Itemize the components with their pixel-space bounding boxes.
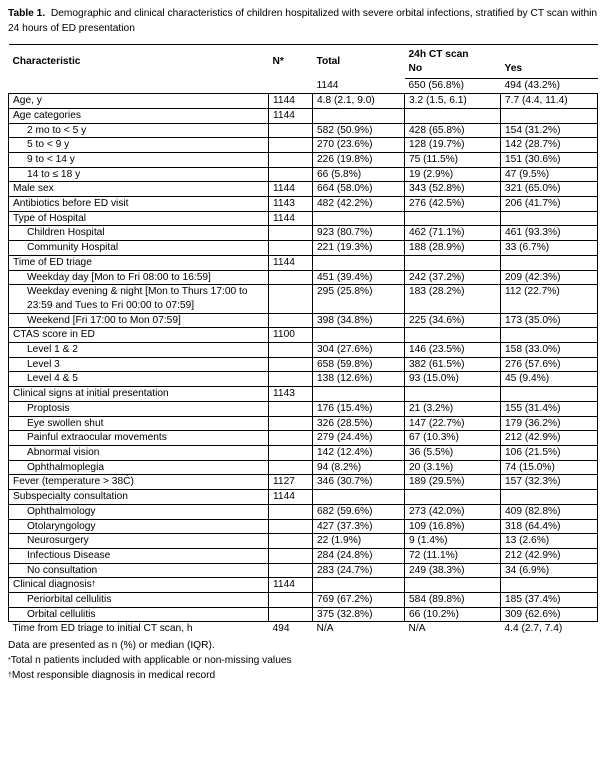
table-row (9, 475, 598, 490)
table-row (9, 548, 598, 563)
row-n (269, 241, 313, 256)
row-total: 346 (30.7%) (313, 475, 405, 490)
row-label: Eye swollen shut (9, 416, 269, 431)
row-n: 1143 (269, 197, 313, 212)
row-total: 295 (25.8%) (313, 285, 405, 313)
table-row (9, 445, 598, 460)
row-yes: 45 (9.4%) (501, 372, 598, 387)
row-total: 326 (28.5%) (313, 416, 405, 431)
row-label: 14 to ≤ 18 y (9, 167, 269, 182)
row-n (269, 123, 313, 138)
row-total: 375 (32.8%) (313, 607, 405, 622)
row-total: 682 (59.6%) (313, 504, 405, 519)
row-no: 72 (11.1%) (405, 548, 501, 563)
row-total: 658 (59.8%) (313, 357, 405, 372)
row-total: 923 (80.7%) (313, 226, 405, 241)
row-label: Level 4 & 5 (9, 372, 269, 387)
row-label: Weekend [Fri 17:00 to Mon 07:59] (9, 313, 269, 328)
row-yes: 13 (2.6%) (501, 534, 598, 549)
row-n: 1127 (269, 475, 313, 490)
table-row (9, 255, 598, 270)
row-label: Age categories (9, 108, 269, 123)
table-row (9, 182, 598, 197)
row-total: 176 (15.4%) (313, 401, 405, 416)
table-row (9, 108, 598, 123)
row-yes: 318 (64.4%) (501, 519, 598, 534)
row-no: 189 (29.5%) (405, 475, 501, 490)
table-row (9, 197, 598, 212)
row-label: Time from ED triage to initial CT scan, h (9, 622, 269, 636)
row-n: 1144 (269, 94, 313, 109)
row-label: Infectious Disease (9, 548, 269, 563)
row-label: Level 3 (9, 357, 269, 372)
footnote-n: *Total n patients included with applicable or non-missing values (8, 655, 292, 667)
row-no: 147 (22.7%) (405, 416, 501, 431)
row-no (405, 328, 501, 343)
row-yes: 206 (41.7%) (501, 197, 598, 212)
row-total (313, 490, 405, 505)
row-label: Children Hospital (9, 226, 269, 241)
row-label: Weekday evening & night [Mon to Thurs 17:00 to 23:59 and Tues to Fri 00:00 to 07:59] (9, 285, 269, 313)
row-n (269, 534, 313, 549)
table-row (9, 152, 598, 167)
row-total: 138 (12.6%) (313, 372, 405, 387)
row-n (269, 593, 313, 608)
row-n (269, 445, 313, 460)
row-yes: 142 (28.7%) (501, 138, 598, 153)
row-yes (501, 255, 598, 270)
table-row (9, 534, 598, 549)
row-label: Antibiotics before ED visit (9, 197, 269, 212)
table-row (9, 431, 598, 446)
row-yes: 33 (6.7%) (501, 241, 598, 256)
row-total: 664 (58.0%) (313, 182, 405, 197)
row-n: 1144 (269, 578, 313, 593)
row-yes: 158 (33.0%) (501, 343, 598, 358)
table-row (9, 401, 598, 416)
row-no: 20 (3.1%) (405, 460, 501, 475)
row-total: 4.8 (2.1, 9.0) (313, 94, 405, 109)
row-n (269, 285, 313, 313)
table-row (9, 504, 598, 519)
row-n (269, 431, 313, 446)
row-yes: 34 (6.9%) (501, 563, 598, 578)
row-no: 188 (28.9%) (405, 241, 501, 256)
table-row (9, 578, 598, 593)
row-n (269, 504, 313, 519)
row-n: 1144 (269, 490, 313, 505)
row-label: 2 mo to < 5 y (9, 123, 269, 138)
table-body (9, 94, 598, 622)
row-n (269, 519, 313, 534)
header-characteristic: Characteristic (9, 45, 269, 79)
row-total (313, 211, 405, 226)
row-no: 276 (42.5%) (405, 197, 501, 212)
row-label: Subspecialty consultation (9, 490, 269, 505)
footnotes (8, 638, 600, 683)
row-yes: 309 (62.6%) (501, 607, 598, 622)
row-n (269, 548, 313, 563)
row-no: 19 (2.9%) (405, 167, 501, 182)
row-yes: 4.4 (2.7, 7.4) (501, 622, 598, 636)
row-yes: 154 (31.2%) (501, 123, 598, 138)
table-row (9, 416, 598, 431)
row-no: 21 (3.2%) (405, 401, 501, 416)
row-n: 494 (269, 622, 313, 636)
row-total: 482 (42.2%) (313, 197, 405, 212)
row-total: 284 (24.8%) (313, 548, 405, 563)
row-yes: 106 (21.5%) (501, 445, 598, 460)
row-yes: 179 (36.2%) (501, 416, 598, 431)
row-label: Ophthalmoplegia (9, 460, 269, 475)
row-total: 398 (34.8%) (313, 313, 405, 328)
table-row (9, 285, 598, 313)
row-no: 66 (10.2%) (405, 607, 501, 622)
row-n (269, 313, 313, 328)
row-yes (501, 490, 598, 505)
total-n: 1144 (316, 79, 339, 91)
row-yes: 47 (9.5%) (501, 167, 598, 182)
row-total: 283 (24.7%) (313, 563, 405, 578)
row-n: 1144 (269, 255, 313, 270)
row-no: 584 (89.8%) (405, 593, 501, 608)
row-label: Abnormal vision (9, 445, 269, 460)
table-row (9, 241, 598, 256)
row-n (269, 226, 313, 241)
row-total: 66 (5.8%) (313, 167, 405, 182)
row-no: 67 (10.3%) (405, 431, 501, 446)
row-label: 5 to < 9 y (9, 138, 269, 153)
yes-n: 494 (43.2%) (504, 80, 560, 92)
row-no: 9 (1.4%) (405, 534, 501, 549)
row-yes: 212 (42.9%) (501, 431, 598, 446)
row-no: 183 (28.2%) (405, 285, 501, 313)
header-n: N* (269, 45, 313, 79)
row-label: 9 to < 14 y (9, 152, 269, 167)
row-total (313, 108, 405, 123)
table-row (9, 328, 598, 343)
table-row (9, 94, 598, 109)
header-total: Total (313, 45, 405, 79)
row-yes (501, 108, 598, 123)
row-no: 75 (11.5%) (405, 152, 501, 167)
row-yes (501, 211, 598, 226)
row-yes: 7.7 (4.4, 11.4) (501, 94, 598, 109)
row-no: 343 (52.8%) (405, 182, 501, 197)
row-yes: 157 (32.3%) (501, 475, 598, 490)
row-yes: 209 (42.3%) (501, 270, 598, 285)
row-n (269, 357, 313, 372)
header-24h-ct-scan: 24h CT scan (405, 45, 598, 62)
row-no: 146 (23.5%) (405, 343, 501, 358)
row-yes: 461 (93.3%) (501, 226, 598, 241)
row-label: Orbital cellulitis (9, 607, 269, 622)
no-n: 650 (56.8%) (408, 80, 464, 92)
table-row (9, 387, 598, 402)
row-yes (501, 578, 598, 593)
row-label: Neurosurgery (9, 534, 269, 549)
table-row (9, 372, 598, 387)
row-no: N/A (405, 622, 501, 636)
table-row (9, 563, 598, 578)
row-n (269, 401, 313, 416)
table-header (9, 45, 598, 94)
row-total: 22 (1.9%) (313, 534, 405, 549)
row-no: 3.2 (1.5, 6.1) (405, 94, 501, 109)
row-n: 1143 (269, 387, 313, 402)
row-no: 382 (61.5%) (405, 357, 501, 372)
row-yes (501, 328, 598, 343)
row-label: Time of ED triage (9, 255, 269, 270)
row-no: 128 (19.7%) (405, 138, 501, 153)
row-n: 1144 (269, 211, 313, 226)
row-label: Clinical diagnosis† (9, 578, 269, 593)
row-n (269, 563, 313, 578)
row-no: 462 (71.1%) (405, 226, 501, 241)
row-no: 36 (5.5%) (405, 445, 501, 460)
table-row (9, 138, 598, 153)
row-label: Proptosis (9, 401, 269, 416)
row-no: 242 (37.2%) (405, 270, 501, 285)
row-no: 109 (16.8%) (405, 519, 501, 534)
table-row (9, 460, 598, 475)
row-total: 142 (12.4%) (313, 445, 405, 460)
row-label: Otolaryngology (9, 519, 269, 534)
row-yes: 74 (15.0%) (501, 460, 598, 475)
row-yes: 185 (37.4%) (501, 593, 598, 608)
totals-row (9, 79, 598, 94)
table-row (9, 357, 598, 372)
row-total: 270 (23.6%) (313, 138, 405, 153)
row-no: 225 (34.6%) (405, 313, 501, 328)
footnote-data: Data are presented as n (%) or median (IQR). (8, 640, 215, 652)
row-label: Fever (temperature > 38Ċ) (9, 475, 269, 490)
table-row (9, 593, 598, 608)
row-label: Type of Hospital (9, 211, 269, 226)
table-caption (8, 6, 600, 36)
table-row (9, 211, 598, 226)
row-total: N/A (313, 622, 405, 636)
row-n: 1100 (269, 328, 313, 343)
row-label: Ophthalmology (9, 504, 269, 519)
row-yes: 321 (65.0%) (501, 182, 598, 197)
row-no (405, 578, 501, 593)
row-yes: 151 (30.6%) (501, 152, 598, 167)
table-title: Demographic and clinical characteristics of children hospitalized with severe orbital infections, stratified by CT scan within 24 hours of ED presentation (8, 8, 598, 34)
table-row (9, 607, 598, 622)
row-yes: 409 (82.8%) (501, 504, 598, 519)
row-total: 279 (24.4%) (313, 431, 405, 446)
row-n (269, 270, 313, 285)
row-no (405, 211, 501, 226)
row-no (405, 108, 501, 123)
table-row (9, 313, 598, 328)
row-label: Periorbital cellulitis (9, 593, 269, 608)
row-label: No consultation (9, 563, 269, 578)
row-label: Age, y (9, 94, 269, 109)
row-yes: 212 (42.9%) (501, 548, 598, 563)
row-total: 304 (27.6%) (313, 343, 405, 358)
row-no: 249 (38.3%) (405, 563, 501, 578)
row-n (269, 167, 313, 182)
row-no (405, 387, 501, 402)
row-no (405, 255, 501, 270)
row-n: 1144 (269, 108, 313, 123)
row-total: 427 (37.3%) (313, 519, 405, 534)
row-total: 226 (19.8%) (313, 152, 405, 167)
table-row (9, 270, 598, 285)
table-row (9, 622, 598, 636)
row-total: 582 (50.9%) (313, 123, 405, 138)
table-row (9, 123, 598, 138)
row-label: Level 1 & 2 (9, 343, 269, 358)
table-row (9, 167, 598, 182)
row-label: Weekday day [Mon to Fri 08:00 to 16:59] (9, 270, 269, 285)
row-yes: 276 (57.6%) (501, 357, 598, 372)
row-total: 451 (39.4%) (313, 270, 405, 285)
row-label: Painful extraocular movements (9, 431, 269, 446)
table-row (9, 519, 598, 534)
row-no: 428 (65.8%) (405, 123, 501, 138)
row-total: 94 (8.2%) (313, 460, 405, 475)
row-yes: 155 (31.4%) (501, 401, 598, 416)
row-n (269, 460, 313, 475)
row-total (313, 328, 405, 343)
characteristics-table (8, 44, 598, 636)
row-no: 273 (42.0%) (405, 504, 501, 519)
row-n (269, 607, 313, 622)
row-total (313, 387, 405, 402)
table-label: Table 1. (8, 8, 46, 19)
footnote-diagnosis: †Most responsible diagnosis in medical record (8, 670, 216, 682)
header-no: No (405, 62, 501, 79)
row-label: Clinical signs at initial presentation (9, 387, 269, 402)
table-row (9, 343, 598, 358)
row-label: Community Hospital (9, 241, 269, 256)
row-n: 1144 (269, 182, 313, 197)
row-label: CTAS score in ED (9, 328, 269, 343)
row-yes: 112 (22.7%) (501, 285, 598, 313)
header-yes: Yes (501, 62, 598, 79)
row-no (405, 490, 501, 505)
row-label: Male sex (9, 182, 269, 197)
row-n (269, 372, 313, 387)
row-n (269, 138, 313, 153)
table-row (9, 490, 598, 505)
row-total (313, 578, 405, 593)
row-yes (501, 387, 598, 402)
row-yes: 173 (35.0%) (501, 313, 598, 328)
row-n (269, 152, 313, 167)
row-total (313, 255, 405, 270)
table-row (9, 226, 598, 241)
row-n (269, 343, 313, 358)
row-total: 769 (67.2%) (313, 593, 405, 608)
row-no: 93 (15.0%) (405, 372, 501, 387)
row-n (269, 416, 313, 431)
row-total: 221 (19.3%) (313, 241, 405, 256)
